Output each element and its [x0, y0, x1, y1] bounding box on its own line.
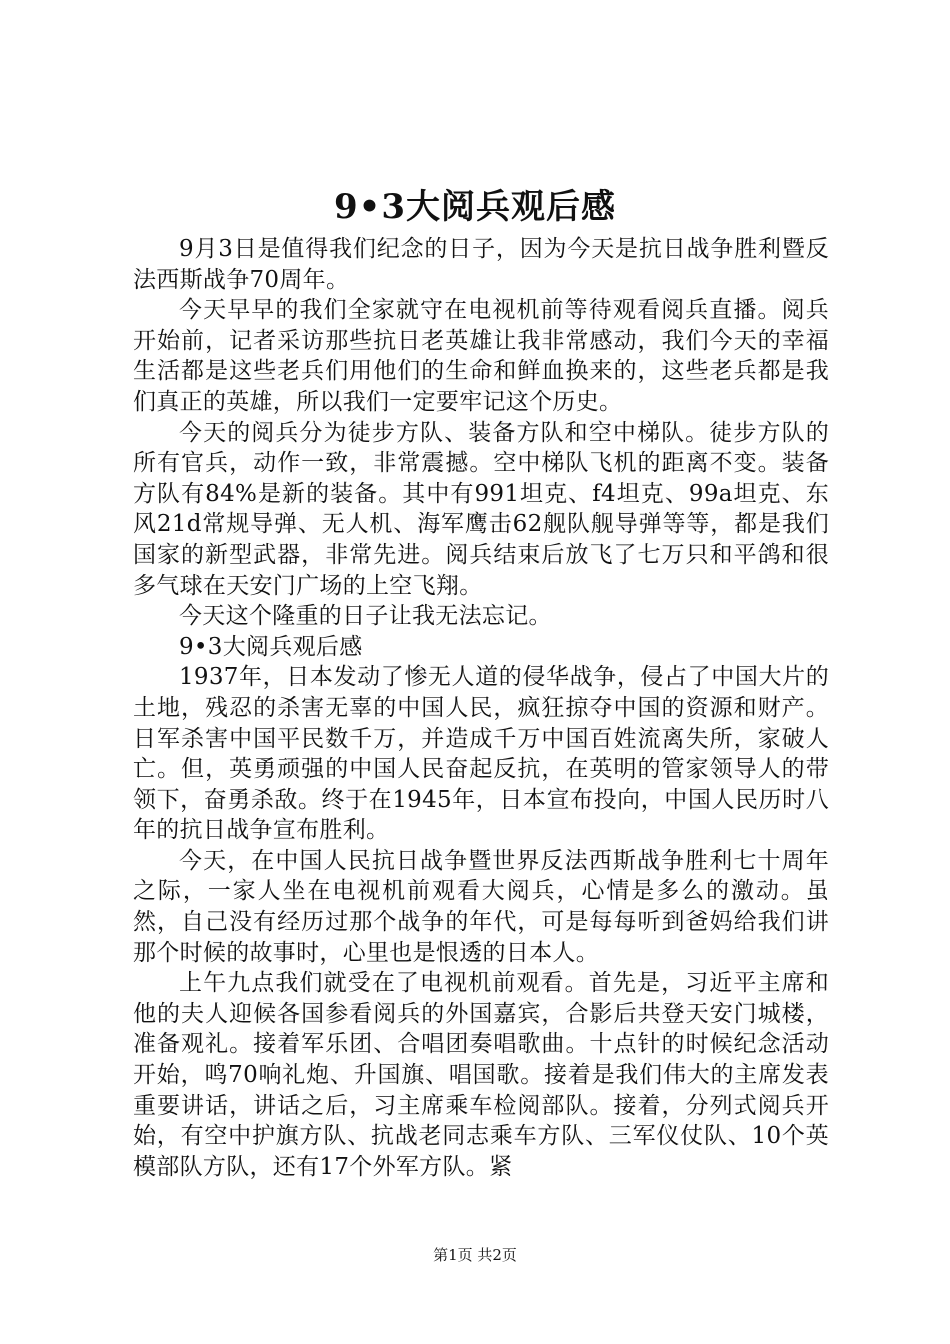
document-body [133, 234, 829, 1182]
section-heading: 9•3大阅兵观后感 [179, 633, 363, 660]
paragraph-7: 上午九点我们就受在了电视机前观看。首先是，习近平主席和他的夫人迎候各国参看阅兵的外国嘉宾，合影后共登天安门城楼，准备观礼。接着军乐团、合唱团奏唱歌曲。十点针的时候纪念活动开始，鸣70响礼炮、升国旗、唱国歌。接着是我们伟大的主席发表重要讲话，讲话之后，习主席乘车检阅部队。接着，分列式阅兵开始，有空中护旗方队、抗战老同志乘车方队、三军仪仗队、10个英模部队方队，还有17个外军方队。紧 [133, 970, 829, 1180]
paragraph-6: 今天，在中国人民抗日战争暨世界反法西斯战争胜利七十周年之际，一家人坐在电视机前观看大阅兵，心情是多么的激动。虽然，自己没有经历过那个战争的年代，可是每每听到爸妈给我们讲那个时候的故事时，心里也是恨透的日本人。 [133, 847, 829, 966]
paragraph-5: 1937年，日本发动了惨无人道的侵华战争，侵占了中国大片的土地，残忍的杀害无辜的中国人民，疯狂掠夺中国的资源和财产。日军杀害中国平民数千万，并造成千万中国百姓流离失所，家破人亡。但，英勇顽强的中国人民奋起反抗，在英明的管家领导人的带领下，奋勇杀敌。终于在1945年，日本宣布投向，中国人民历时八年的抗日战争宣布胜利。 [133, 664, 829, 844]
paragraph-4: 今天这个隆重的日子让我无法忘记。 [179, 603, 552, 630]
page-footer: 第1页 共2页 [433, 1246, 517, 1264]
paragraph-2: 今天早早的我们全家就守在电视机前等待观看阅兵直播。阅兵开始前，记者采访那些抗日老英雄让我非常感动，我们今天的幸福生活都是这些老兵们用他们的生命和鲜血换来的，这些老兵都是我们真正的英雄，所以我们一定要牢记这个历史。 [133, 297, 829, 415]
paragraph-1: 9月3日是值得我们纪念的日子，因为今天是抗日战争胜利暨反法西斯战争70周年。 [133, 236, 829, 293]
paragraph-3: 今天的阅兵分为徒步方队、装备方队和空中梯队。徒步方队的所有官兵，动作一致，非常震撼。空中梯队飞机的距离不变。装备方队有84%是新的装备。其中有991坦克、f4坦克、99a坦克、东风21d常规导弹、无人机、海军鹰击62舰队舰导弹等等，都是我们国家的新型武器，非常先进。阅兵结束后放飞了七万只和平鸽和很多气球在天安门广场的上空飞翔。 [133, 419, 829, 599]
document-title: 9•3大阅兵观后感 [333, 187, 617, 227]
